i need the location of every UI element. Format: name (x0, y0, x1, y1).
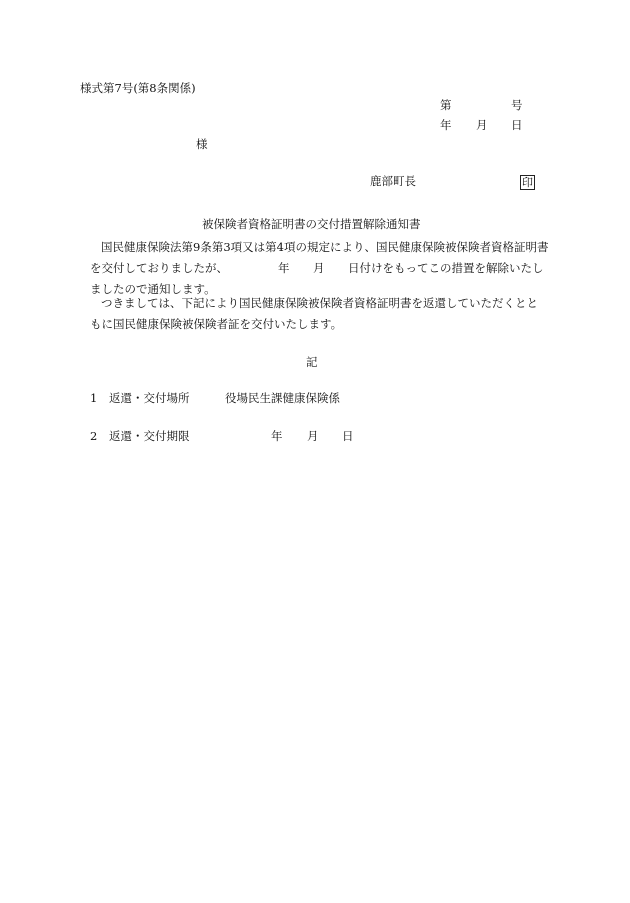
item-2-month: 月 (307, 429, 319, 443)
body-p2-line2: もに国民健康保険被保険者証を交付いたします。 (90, 317, 343, 331)
item-2-year: 年 (271, 429, 283, 443)
item-2-number: 2 (90, 429, 98, 443)
item-1-value: 役場民生課健康保険係 (225, 391, 340, 405)
item-2-day: 日 (342, 429, 354, 443)
date-month: 月 (476, 118, 488, 132)
body-p2-line1: つきましては、下記により国民健康保険被保険者資格証明書を返還していただくとと (101, 296, 538, 310)
body-p1-line1: 国民健康保険法第9条第3項又は第4項の規定により、国民健康保険被保険者資格証明書 (101, 240, 549, 254)
body-p1-line2-a: を交付しておりましたが、 (90, 261, 228, 275)
document-title: 被保険者資格証明書の交付措置解除通知書 (202, 217, 421, 231)
date-year: 年 (440, 118, 452, 132)
seal-mark: 印 (522, 176, 533, 189)
issuer: 鹿部町長 (370, 174, 416, 188)
item-1-number: 1 (90, 391, 98, 405)
date-day: 日 (511, 118, 523, 132)
form-number: 様式第7号(第8条関係) (80, 81, 196, 95)
item-2-label: 返還・交付期限 (109, 429, 190, 443)
body-p1-line2-month: 月 (313, 261, 325, 275)
body-p1-line2-year: 年 (278, 261, 290, 275)
doc-number-go: 号 (511, 98, 523, 112)
body-p1-line3: ましたので通知します。 (90, 282, 216, 296)
recipient-suffix: 様 (196, 137, 208, 151)
doc-number-dai: 第 (440, 98, 452, 112)
seal-stamp (520, 175, 535, 190)
item-1-label: 返還・交付場所 (109, 391, 190, 405)
body-p1-line2-b: 日付けをもってこの措置を解除いたし (348, 261, 544, 275)
ki-heading: 記 (306, 355, 318, 369)
